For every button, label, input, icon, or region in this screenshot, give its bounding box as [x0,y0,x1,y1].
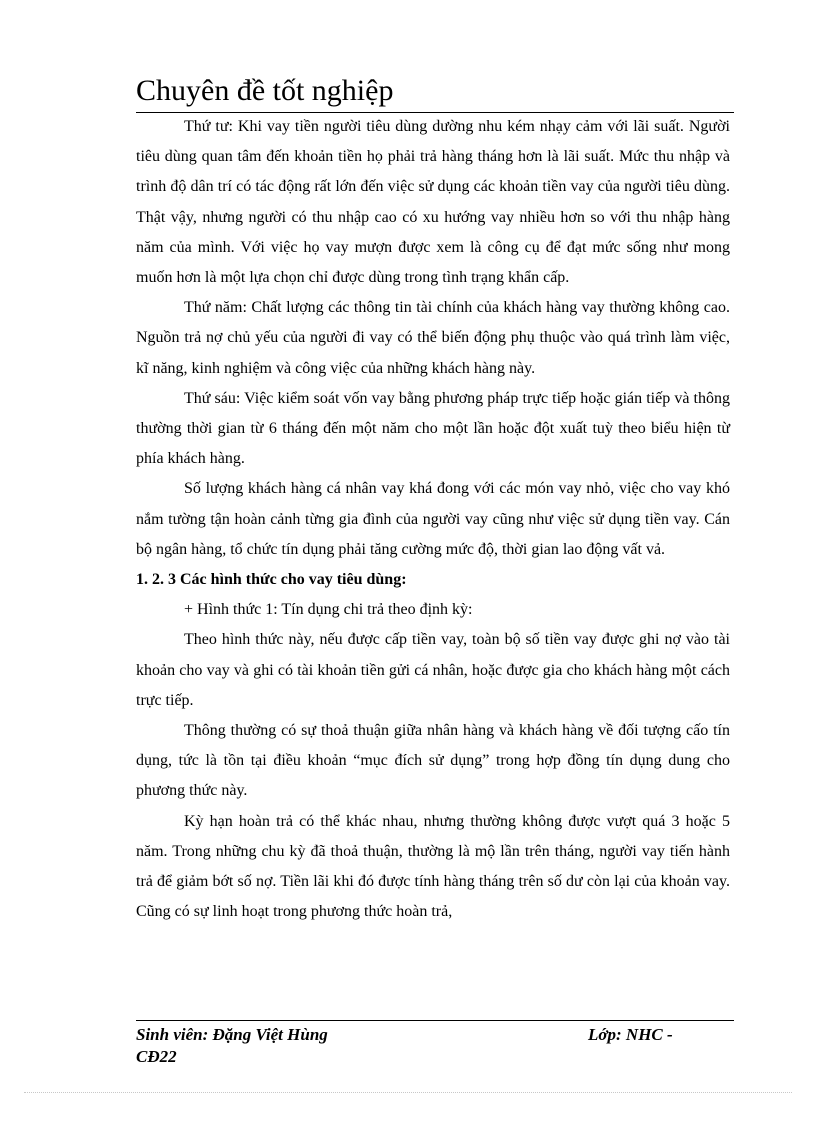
paragraph-thu-nam: Thứ năm: Chất lượng các thông tin tài chính của khách hàng vay thường không cao. Nguồn trả nợ chủ yếu của người đi vay có thể biến động phụ thuộc vào quá trình làm việc, kĩ năng, kinh nghiệm và công việc của những khách hàng này. [136,299,730,377]
paragraph-thong-thuong: Thông thường có sự thoả thuận giữa nhân hàng và khách hàng về đối tượng cấo tín dụng, tức là tồn tại điều khoản “mục đích sử dụng” trong hợp đồng tín dụng dung cho phương thức này. [136,722,730,800]
paragraph-thu-sau: Thứ sáu: Việc kiểm soát vốn vay bằng phương pháp trực tiếp hoặc gián tiếp và thông thường thời gian từ 6 tháng đến một năm cho một lần hoặc đột xuất tuỳ theo biểu hiện từ phía khách hàng. [136,389,730,468]
document-body [136,112,730,927]
paragraph-theo-hinh-thuc: Theo hình thức này, nếu được cấp tiền vay, toàn bộ số tiền vay được ghi nợ vào tài khoản cho vay và ghi có tài khoản tiền gửi cá nhân, hoặc được gia cho khách hàng một cách trực tiếp. [136,631,730,709]
footer-divider [136,1020,734,1021]
page-boundary [24,1092,792,1093]
paragraph-so-luong: Số lượng khách hàng cá nhân vay khá đong với các món vay nhỏ, việc cho vay khó nắm tường tận hoàn cảnh từng gia đình của người vay cũng như việc sử dụng tiền vay. Cán bộ ngân hàng, tổ chức tín dụng phải tăng cường mức độ, thời gian lao động vất vả. [136,480,730,558]
paragraph-thu-tu: Thứ tư: Khi vay tiền người tiêu dùng dường nhu kém nhạy cảm với lãi suất. Người tiêu dùng quan tâm đến khoản tiền họ phải trả hàng tháng hơn là lãi suất. Mức thu nhập và trình độ dân trí có tác động rất lớn đến việc sử dụng các khoản tiền vay của người tiêu dùng. Thật vậy, nhưng người có thu nhập cao có xu hướng vay nhiều hơn so với thu nhập hàng năm của mình. Với việc họ vay mượn được xem là công cụ để đạt mức sống như mong muốn hơn là một lựa chọn chỉ được dùng trong tình trạng khẩn cấp. [136,118,730,287]
paragraph-hinh-thuc-1: + Hình thức 1: Tín dụng chi trả theo định kỳ: [184,601,473,619]
footer-student: Sinh viên: Đặng Việt Hùng [136,1025,328,1044]
footer-class-continued: CĐ22 [136,1047,177,1066]
page-title: Chuyên đề tốt nghiệp [136,74,394,107]
footer-class: Lớp: NHC - [588,1025,673,1044]
section-heading: 1. 2. 3 Các hình thức cho vay tiêu dùng: [136,571,407,589]
paragraph-ky-han: Kỳ hạn hoàn trả có thể khác nhau, nhưng thường không được vượt quá 3 hoặc 5 năm. Trong những chu kỳ đã thoả thuận, thường là mộ lần trên tháng, người vay tiến hành trả để giảm bớt số nợ. Tiền lãi khi đó được tính hàng tháng trên số dư còn lại của khoản vay. Cũng có sự linh hoạt trong phương thức hoàn trả, [136,812,730,921]
